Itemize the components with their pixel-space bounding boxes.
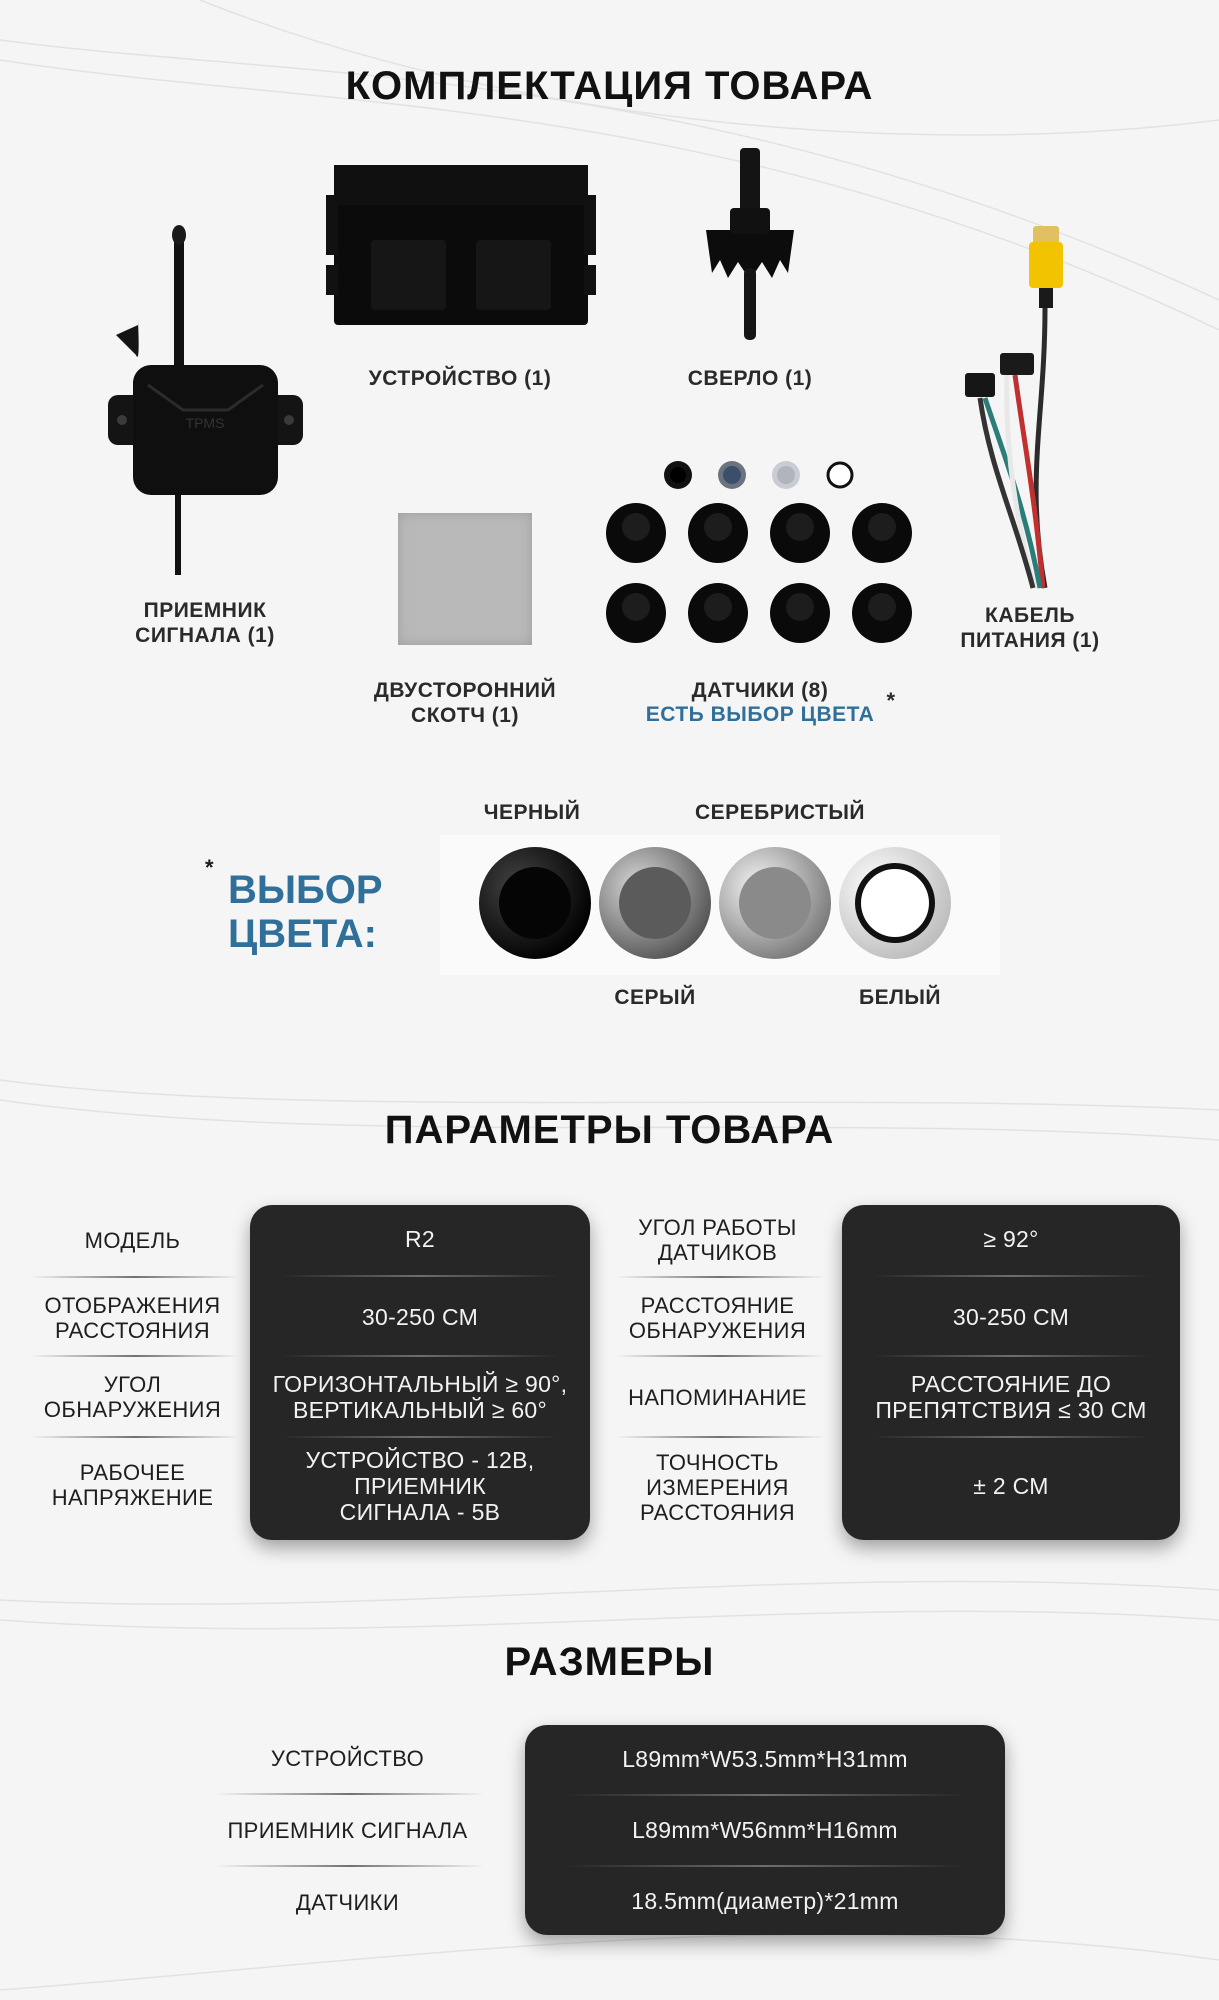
color-choice-note: ЕСТЬ ВЫБОР ЦВЕТА [645, 703, 875, 726]
param-label-model: МОДЕЛЬ [84, 1227, 181, 1253]
param-label-detection-distance: РАССТОЯНИЕ ОБНАРУЖЕНИЯ [628, 1292, 807, 1343]
param-divider [615, 1355, 825, 1357]
param-label-voltage: РАБОЧЕЕ НАПРЯЖЕНИЕ [51, 1460, 214, 1510]
device-image [326, 165, 596, 335]
params-right-card [842, 1205, 1180, 1540]
param-value-voltage: УСТРОЙСТВО - 12В, ПРИЕМНИК СИГНАЛА - 5В [305, 1447, 535, 1525]
param-divider [30, 1436, 240, 1438]
color-label-gray: СЕРЫЙ [614, 986, 696, 1009]
param-divider [280, 1355, 560, 1357]
param-value-detection-distance: 30-250 СМ [952, 1304, 1070, 1330]
device-caption: УСТРОЙСТВО (1) [368, 367, 552, 390]
color-heading: ВЫБОР ЦВЕТА: [228, 868, 383, 956]
param-value-sensor-angle: ≥ 92° [983, 1226, 1039, 1252]
tape-image [398, 513, 532, 645]
param-divider [30, 1276, 240, 1278]
size-value-receiver: L89mm*W56mm*H16mm [632, 1817, 898, 1843]
param-divider [872, 1275, 1150, 1277]
param-label-sensor-angle: УГОЛ РАБОТЫ ДАТЧИКОВ [638, 1215, 797, 1265]
color-label-silver: СЕРЕБРИСТЫЙ [694, 801, 865, 824]
color-label-white: БЕЛЫЙ [859, 986, 941, 1009]
size-divider [215, 1793, 485, 1795]
drill-caption: СВЕРЛО (1) [687, 367, 813, 390]
sensors-image [602, 455, 917, 655]
kit-title: КОМПЛЕКТАЦИЯ ТОВАРА [345, 64, 874, 108]
param-value-model: R2 [404, 1226, 435, 1252]
receiver-caption: ПРИЕМНИК СИГНАЛА (1) [135, 599, 275, 647]
param-value-accuracy: ± 2 СМ [973, 1473, 1049, 1499]
size-value-device: L89mm*W53.5mm*H31mm [622, 1746, 908, 1772]
param-divider [615, 1276, 825, 1278]
size-label-receiver: ПРИЕМНИК СИГНАЛА [227, 1817, 468, 1843]
params-title: ПАРАМЕТРЫ ТОВАРА [384, 1108, 835, 1152]
color-swatches [440, 835, 1000, 975]
receiver-logo: TPMS [185, 415, 225, 431]
color-heading-asterisk: * [205, 855, 214, 880]
param-label-accuracy: ТОЧНОСТЬ ИЗМЕРЕНИЯ РАССТОЯНИЯ [640, 1450, 795, 1525]
param-label-detection-angle: УГОЛ ОБНАРУЖЕНИЯ [43, 1372, 222, 1422]
color-choice-asterisk: * [886, 688, 896, 713]
param-label-display-range: ОТОБРАЖЕНИЯ РАССТОЯНИЯ [44, 1292, 221, 1343]
tape-caption: ДВУСТОРОННИЙ СКОТЧ (1) [373, 679, 557, 727]
param-divider [30, 1355, 240, 1357]
param-value-reminder: РАССТОЯНИЕ ДО ПРЕПЯТСТВИЯ ≤ 30 СМ [875, 1371, 1147, 1423]
receiver-image [108, 225, 304, 585]
param-divider [280, 1436, 560, 1438]
color-label-black: ЧЕРНЫЙ [483, 801, 581, 824]
param-label-reminder: НАПОМИНАНИЕ [628, 1384, 807, 1410]
param-value-display-range: 30-250 СМ [361, 1304, 479, 1330]
params-left-card [250, 1205, 590, 1540]
sizes-card [525, 1725, 1005, 1935]
size-value-sensors: 18.5mm(диаметр)*21mm [631, 1888, 899, 1914]
param-divider [872, 1355, 1150, 1357]
size-label-device: УСТРОЙСТВО [270, 1745, 425, 1771]
param-divider [615, 1436, 825, 1438]
size-label-sensors: ДАТЧИКИ [295, 1889, 400, 1915]
cable-image [945, 218, 1065, 598]
size-divider [215, 1865, 485, 1867]
sizes-title: РАЗМЕРЫ [504, 1640, 715, 1684]
cable-caption: КАБЕЛЬ ПИТАНИЯ (1) [960, 604, 1100, 652]
sensors-caption: ДАТЧИКИ (8) [691, 679, 829, 702]
param-divider [280, 1275, 560, 1277]
drill-image [700, 148, 800, 343]
param-value-detection-angle: ГОРИЗОНТАЛЬНЫЙ ≥ 90°, ВЕРТИКАЛЬНЫЙ ≥ 60° [272, 1371, 568, 1423]
param-divider [872, 1436, 1150, 1438]
